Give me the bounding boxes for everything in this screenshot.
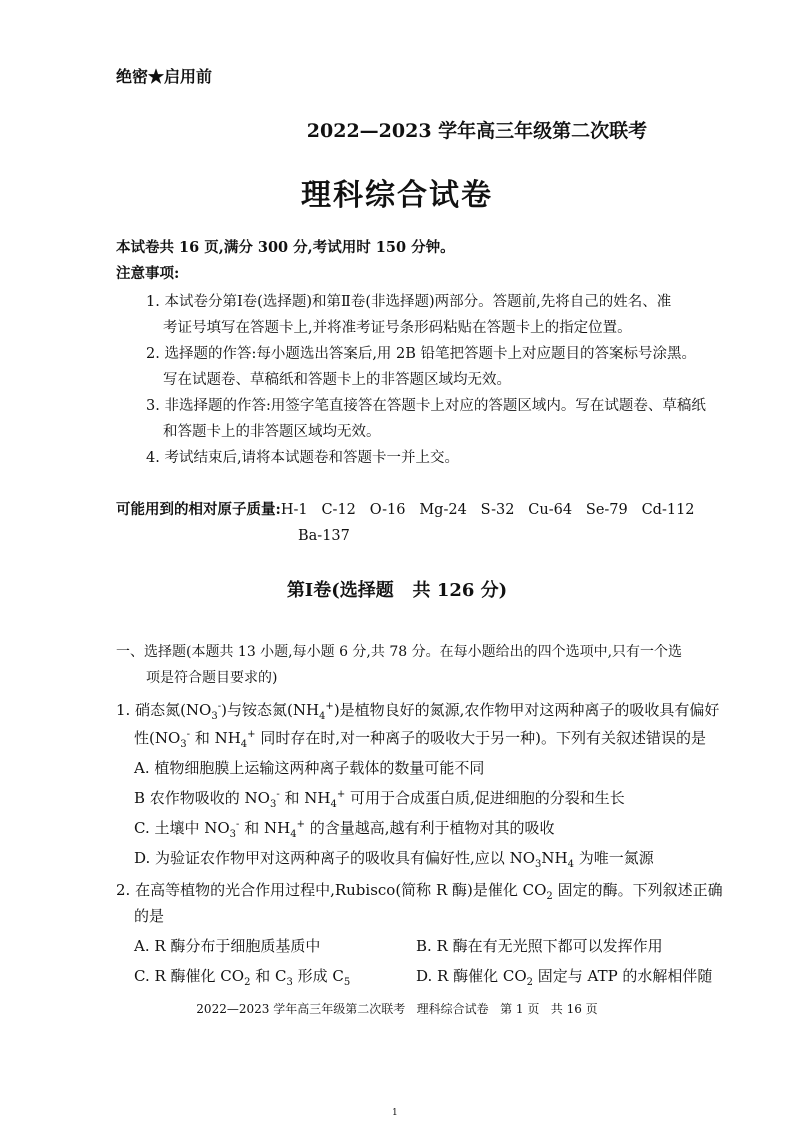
note-1b: 考证号填写在答题卡上,并将准考证号条形码粘贴在答题卡上的指定位置。 (163, 320, 632, 336)
superscript: - (276, 789, 280, 800)
q1-text: B 农作物吸收的 NO (134, 789, 270, 807)
q2-option-c (134, 964, 350, 988)
subscript: 5 (343, 977, 351, 988)
atomic-mass-line (116, 498, 695, 522)
note-3b: 和答题卡上的非答题区域均无效。 (163, 424, 381, 440)
q1-text: )与铵态氮(NH (221, 701, 320, 719)
subscript: 3 (229, 829, 237, 840)
atomic-mass-values-2: Ba-137 (298, 528, 350, 544)
confidential-label: 绝密★启用前 (116, 67, 213, 86)
subscript: 4 (290, 829, 297, 840)
subscript: 3 (180, 739, 187, 750)
superscript: - (186, 729, 191, 740)
q2-text: D. R 酶催化 CO (416, 967, 527, 985)
superscript: + (336, 789, 346, 800)
atomic-mass-values: H-1 C-12 O-16 Mg-24 S-32 Cu-64 Se-79 Cd-112 (280, 502, 695, 518)
note-2b: 写在试题卷、草稿纸和答题卡上的非答题区域均无效。 (163, 372, 511, 388)
page-number: 1 (392, 1108, 398, 1118)
subscript: 2 (244, 977, 251, 988)
subscript: 3 (286, 977, 293, 988)
q1-text: D. 为验证农作物甲对这两种离子的吸收具有偏好性,应以 NO (134, 849, 535, 867)
q2-option-b: B. R 酶在有无光照下都可以发挥作用 (416, 937, 663, 955)
subscript: 2 (546, 891, 553, 902)
section-1-instructions-b: 项是符合题目要求的) (146, 670, 278, 686)
q1-text: )是植物良好的氮源,农作物甲对这两种离子的吸收具有偏好 (333, 701, 720, 719)
subscript: 3 (535, 859, 542, 870)
q1-text: 可用于合成蛋白质,促进细胞的分裂和生长 (345, 789, 625, 807)
q2-text: 和 C (250, 967, 287, 985)
q2-text: 固定的酶。下列叙述正确 (552, 881, 723, 899)
subscript: 4 (330, 799, 337, 810)
q2-text: C. R 酶催化 CO (134, 967, 245, 985)
subscript: 3 (269, 799, 277, 810)
q2-option-a: A. R 酶分布于细胞质基质中 (134, 937, 321, 955)
q2-stem-line2: 的是 (134, 907, 165, 925)
q1-text: NH (541, 849, 568, 867)
note-1a: 1. 本试卷分第Ⅰ卷(选择题)和第Ⅱ卷(非选择题)两部分。答题前,先将自己的姓名、准 (146, 294, 672, 310)
q1-text: C. 土壤中 NO (134, 819, 230, 837)
q1-option-d (134, 846, 654, 870)
superscript: + (247, 729, 256, 740)
subscript: 4 (567, 859, 574, 870)
exam-title: 2022—2023 学年高三年级第二次联考 (306, 120, 648, 142)
subscript: 3 (211, 711, 218, 722)
page-footer: 2022—2023 学年高三年级第二次联考 理科综合试卷 第 1 页 共 16 页 (196, 1002, 598, 1016)
q2-text: 形成 C (292, 967, 344, 985)
q1-stem-line2 (134, 726, 706, 750)
q1-text: 同时存在时,对一种离子的吸收大于另一种)。下列有关叙述错误的是 (255, 729, 706, 747)
section-1-title: 第Ⅰ卷(选择题 共 126 分) (286, 580, 508, 601)
q1-option-c (134, 816, 555, 840)
superscript: + (325, 701, 334, 712)
section-1-instructions-a: 一、选择题(本题共 13 小题,每小题 6 分,共 78 分。在每小题给出的四个选项中,只有一个选 (116, 644, 683, 660)
q1-text: 和 NH (279, 789, 331, 807)
exam-subject: 理科综合试卷 (301, 178, 493, 213)
q1-text: 性(NO (134, 729, 181, 747)
q1-text: 1. 硝态氮(NO (116, 701, 212, 719)
q1-option-a: A. 植物细胞膜上运输这两种离子载体的数量可能不同 (134, 759, 485, 777)
superscript: - (236, 819, 240, 830)
q2-stem-line1 (116, 878, 723, 902)
note-2a: 2. 选择题的作答:每小题选出答案后,用 2B 铅笔把答题卡上对应题目的答案标号涂黑。 (146, 346, 697, 362)
q1-text: 和 NH (190, 729, 241, 747)
q2-text: 2. 在高等植物的光合作用过程中,Rubisco(简称 R 酶)是催化 CO (116, 881, 547, 899)
q2-option-d (416, 964, 712, 988)
notice-heading: 注意事项: (116, 265, 180, 282)
superscript: + (296, 819, 305, 830)
subscript: 4 (319, 711, 326, 722)
q1-text: 的含量越高,越有利于植物对其的吸收 (304, 819, 555, 837)
q1-text: 和 NH (239, 819, 291, 837)
q2-text: 固定与 ATP 的水解相伴随 (533, 967, 713, 985)
exam-summary: 本试卷共 16 页,满分 300 分,考试用时 150 分钟。 (116, 239, 455, 256)
superscript: - (217, 701, 222, 712)
q1-text: 为唯一氮源 (573, 849, 654, 867)
q1-option-b (134, 786, 625, 810)
note-3a: 3. 非选择题的作答:用签字笔直接答在答题卡上对应的答题区域内。写在试题卷、草稿纸 (146, 398, 706, 414)
note-4: 4. 考试结束后,请将本试题卷和答题卡一并上交。 (146, 450, 460, 466)
subscript: 4 (240, 739, 248, 750)
subscript: 2 (526, 977, 534, 988)
q1-stem-line1 (116, 698, 719, 722)
atomic-mass-label: 可能用到的相对原子质量: (116, 501, 281, 518)
